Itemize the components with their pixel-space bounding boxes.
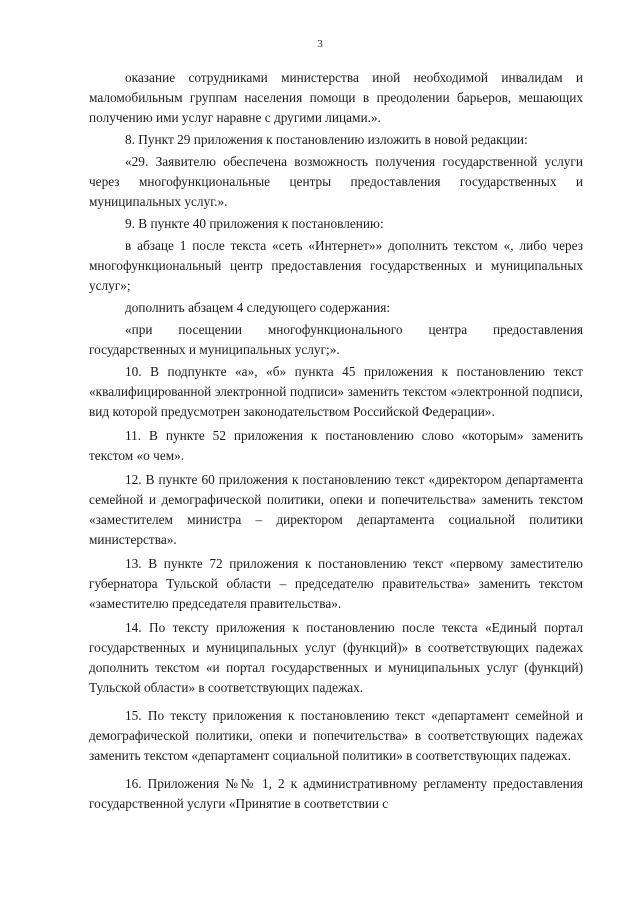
paragraph-item-29-quote: «29. Заявителю обеспечена возможность получения государственной услуги через многофункциональные центры предоставления государственных и муниципальных услуг.». <box>89 154 583 209</box>
paragraph-item-8: 8. Пункт 29 приложения к постановлению изложить в новой редакции: <box>125 132 528 147</box>
paragraph-item-9-quote: «при посещении многофункционального центра предоставления государственных и муниципальных услуг;». <box>89 322 583 357</box>
paragraph-item-14: 14. По тексту приложения к постановлению после текста «Единый портал государственных и муниципальных услуг (функций)» в соответствующих падежах дополнить текстом «и портал государственных и муниципальных услуг (функций) Тульской области» в соответствующих падежах. <box>89 620 583 695</box>
paragraph-item-11: 11. В пункте 52 приложения к постановлению слово «которым» заменить текстом «о чем». <box>89 428 583 463</box>
paragraph-item-9: 9. В пункте 40 приложения к постановлению: <box>125 216 384 231</box>
paragraph-item-15: 15. По тексту приложения к постановлению текст «департамент семейной и демографической политики, опеки и попечительства» в соответствующих падежах заменить текстом «департамент социальной политики» в соответствующих падежах. <box>89 708 583 763</box>
page-number: 3 <box>317 38 323 50</box>
paragraph-continuation: оказание сотрудниками министерства иной необходимой инвалидам и маломобильным группам населения помощи в преодолении барьеров, мешающих получению ими услуг наравне с другими лицами.». <box>89 70 583 125</box>
paragraph-item-9-abzac-1: в абзаце 1 после текста «сеть «Интернет»» дополнить текстом «, либо через многофункциональный центр предоставления государственных и муниципальных услуг»; <box>89 238 583 293</box>
paragraph-item-13: 13. В пункте 72 приложения к постановлению текст «первому заместителю губернатора Тульской области – председателю правительства» заменить текстом «заместителю председателя правительства». <box>89 556 583 611</box>
paragraph-item-12: 12. В пункте 60 приложения к постановлению текст «директором департамента семейной и демографической политики, опеки и попечительства» заменить текстом «заместителем министра – директором департамента социальной политики министерства». <box>89 472 583 547</box>
paragraph-item-10: 10. В подпункте «а», «б» пункта 45 приложения к постановлению текст «квалифицированной электронной подписи» заменить текстом «электронной подписи, вид которой предусмотрен законодательством Российской Федерации». <box>89 364 583 419</box>
document-body <box>89 68 583 816</box>
paragraph-item-16: 16. Приложения №№ 1, 2 к административному регламенту предоставления государственной услуги «Принятие в соответствии с <box>89 776 583 811</box>
paragraph-item-9-abzac-4: дополнить абзацем 4 следующего содержания: <box>125 300 391 315</box>
